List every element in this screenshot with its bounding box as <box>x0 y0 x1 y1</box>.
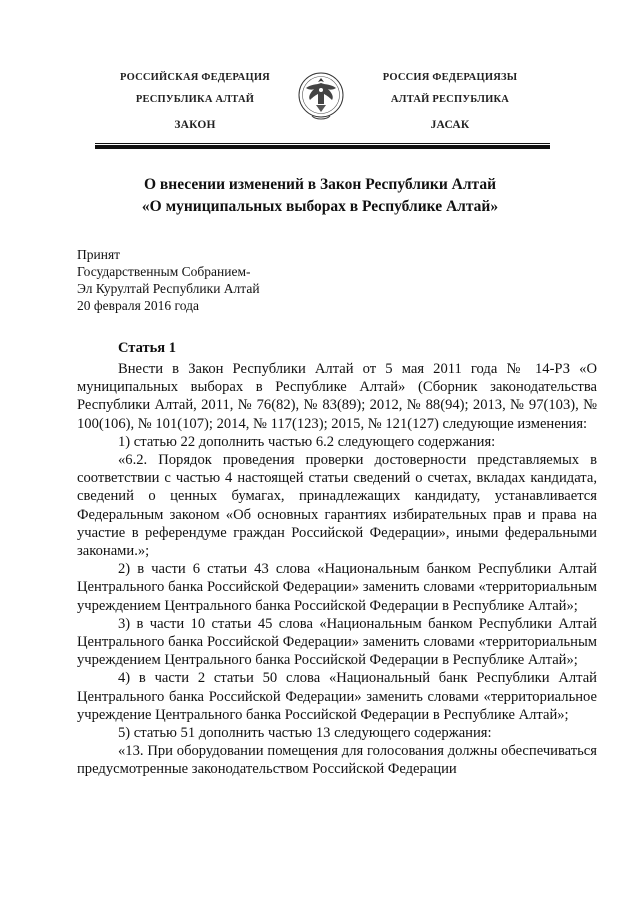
acceptance-block <box>77 246 260 314</box>
law-title-line1: О внесении изменений в Закон Республики Алтай <box>143 176 497 193</box>
header-right-country: РОССИЯ ФЕДЕРАЦИЯЗЫ <box>382 72 518 83</box>
coat-of-arms-icon <box>296 68 346 128</box>
header-right-republic: АЛТАЙ РЕСПУБЛИКА <box>390 94 510 105</box>
acceptance-line: Государственным Собранием- <box>77 264 251 279</box>
paragraph: «6.2. Порядок проведения проверки достоверности представляемых в соответствии с частью 4 настоящей статьи сведений о счетах, вкладах кандидата, сведений о ценных бумагах, принадлежащих кандидату, устанавливается Федеральным законом «Об основных гарантиях избирательных прав и права на участие в референдуме граждан Российской Федерации», иными федеральными законами.»; <box>77 452 597 560</box>
header-divider-thick <box>95 145 550 149</box>
acceptance-date: 20 февраля 2016 года <box>77 298 199 313</box>
header-left-country: РОССИЙСКАЯ ФЕДЕРАЦИЯ <box>120 72 270 83</box>
paragraph: 5) статью 51 дополнить частью 13 следующего содержания: <box>118 725 492 742</box>
header-left-republic: РЕСПУБЛИКА АЛТАЙ <box>135 94 255 105</box>
header-divider-thin <box>95 143 550 144</box>
paragraph: 1) статью 22 дополнить частью 6.2 следующего содержания: <box>118 433 496 450</box>
article-body <box>77 360 597 779</box>
law-title-line2: «О муниципальных выборах в Республике Алтай» <box>141 198 499 215</box>
paragraph: 4) в части 2 статьи 50 слова «Национальный банк Республики Алтай Центрального банка Российской Федерации» заменить словами «территориальное учреждение Центрального банка Российской Федерации в Республике Алтай»; <box>77 670 597 723</box>
law-title <box>70 174 570 218</box>
paragraph: 3) в части 10 статьи 45 слова «Национальным банком Республики Алтай Центрального банка Российской Федерации» заменить словами «территориальным учреждением Центрального банка Российской Федерации в Республике Алтай»; <box>77 615 597 669</box>
paragraph: Внести в Закон Республики Алтай от 5 мая 2011 года № 14-РЗ «О муниципальных выборах в Республике Алтай» (Сборник законодательства Республики Алтай, 2011, № 76(82), № 83(89); 2012, № 88(94); 2013, № 97(103), № 100(106), № 101(107); 2014, № 117(123); 2015, № 121(127) следующие изменения: <box>77 361 597 432</box>
acceptance-line: Эл Курултай Республики Алтай <box>77 281 260 296</box>
acceptance-line: Принят <box>77 247 121 262</box>
header-right-doc-type: JАСАК <box>430 119 470 131</box>
header-left-doc-type: ЗАКОН <box>174 119 216 131</box>
paragraph: 2) в части 6 статьи 43 слова «Национальным банком Республики Алтай Центрального банка Российской Федерации» заменить словами «территориальным учреждением Центрального банка Российской Федерации в Республике Алтай»; <box>77 561 597 614</box>
paragraph: «13. При оборудовании помещения для голосования должны обеспечиваться предусмотренные законодательством Российской Федерации <box>77 743 597 778</box>
article-heading: Статья 1 <box>118 340 176 356</box>
